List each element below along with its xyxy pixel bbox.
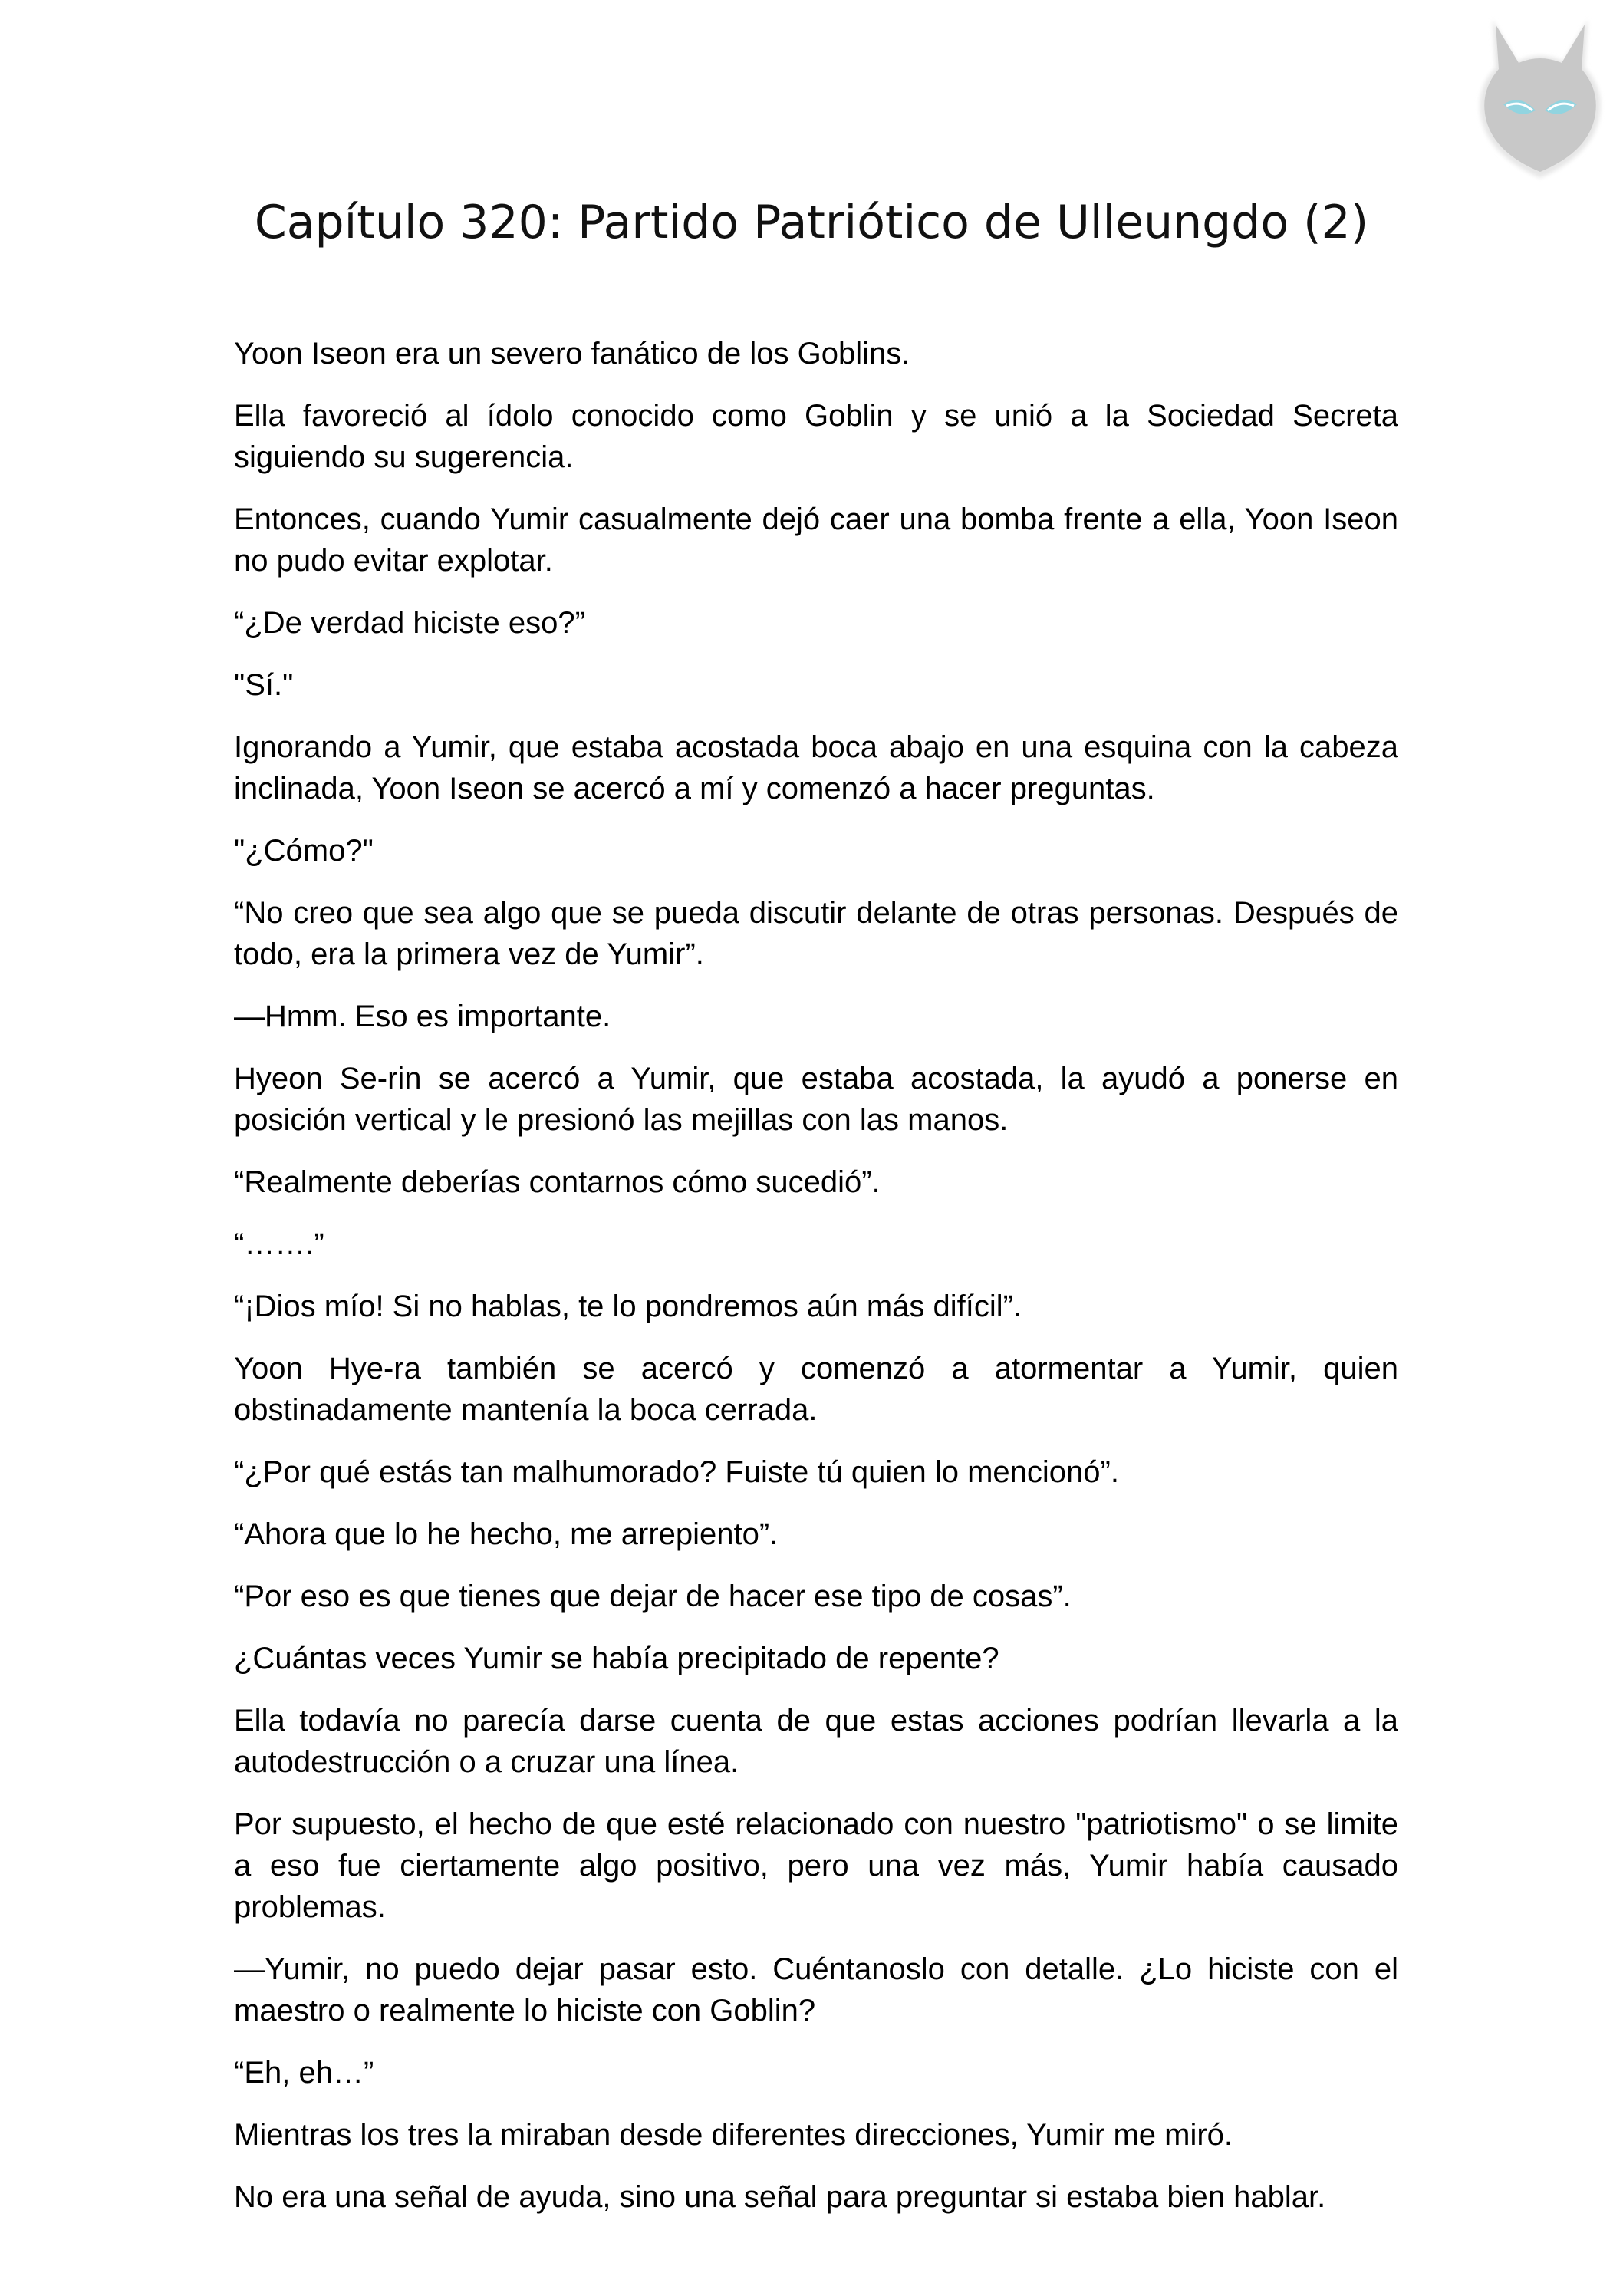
paragraph: “Realmente deberías contarnos cómo sucedió”. [234, 1165, 881, 1199]
paragraph: “¿Por qué estás tan malhumorado? Fuiste tú quien lo mencionó”. [234, 1455, 1119, 1489]
chapter-body [234, 333, 1398, 2238]
paragraph: Ella favoreció al ídolo conocido como Goblin y se unió a la Sociedad Secreta siguiendo su sugerencia. [234, 399, 1398, 474]
paragraph: —Hmm. Eso es importante. [234, 1000, 611, 1033]
paragraph: “Por eso es que tienes que dejar de hacer ese tipo de cosas”. [234, 1580, 1072, 1613]
paragraph: Por supuesto, el hecho de que esté relacionado con nuestro "patriotismo" o se limite a eso fue ciertamente algo positivo, pero una vez más, Yumir había causado problemas. [234, 1807, 1398, 1924]
paragraph: Hyeon Se-rin se acercó a Yumir, que estaba acostada, la ayudó a ponerse en posición vertical y le presionó las mejillas con las manos. [234, 1062, 1398, 1137]
paragraph: ¿Cuántas veces Yumir se había precipitado de repente? [234, 1642, 999, 1675]
paragraph: “¿De verdad hiciste eso?” [234, 606, 585, 640]
paragraph: Yoon Hye-ra también se acercó y comenzó a atormentar a Yumir, quien obstinadamente mantenía la boca cerrada. [234, 1352, 1398, 1427]
demon-head-icon [1463, 14, 1617, 186]
paragraph: “…….” [234, 1227, 324, 1261]
paragraph: “No creo que sea algo que se pueda discutir delante de otras personas. Después de todo, era la primera vez de Yumir”. [234, 896, 1398, 971]
paragraph: Ignorando a Yumir, que estaba acostada boca abajo en una esquina con la cabeza inclinada, Yoon Iseon se acercó a mí y comenzó a hacer preguntas. [234, 730, 1398, 805]
paragraph: “Ahora que lo he hecho, me arrepiento”. [234, 1517, 779, 1551]
paragraph: No era una señal de ayuda, sino una señal para preguntar si estaba bien hablar. [234, 2180, 1326, 2214]
paragraph: "Sí." [234, 668, 294, 702]
paragraph: Yoon Iseon era un severo fanático de los Goblins. [234, 337, 910, 371]
paragraph: Mientras los tres la miraban desde diferentes direcciones, Yumir me miró. [234, 2118, 1233, 2152]
paragraph: Entonces, cuando Yumir casualmente dejó caer una bomba frente a ella, Yoon Iseon no pudo evitar explotar. [234, 502, 1398, 578]
paragraph: Ella todavía no parecía darse cuenta de que estas acciones podrían llevarla a la autodestrucción o a cruzar una línea. [234, 1704, 1398, 1779]
paragraph: “Eh, eh…” [234, 2056, 374, 2090]
chapter-title: Capítulo 320: Partido Patriótico de Ulleungdo (2) [254, 196, 1369, 249]
paragraph: "¿Cómo?" [234, 834, 374, 868]
paragraph: —Yumir, no puedo dejar pasar esto. Cuéntanoslo con detalle. ¿Lo hiciste con el maestro o realmente lo hiciste con Goblin? [234, 1952, 1398, 2028]
paragraph: “¡Dios mío! Si no hablas, te lo pondremos aún más difícil”. [234, 1290, 1022, 1323]
